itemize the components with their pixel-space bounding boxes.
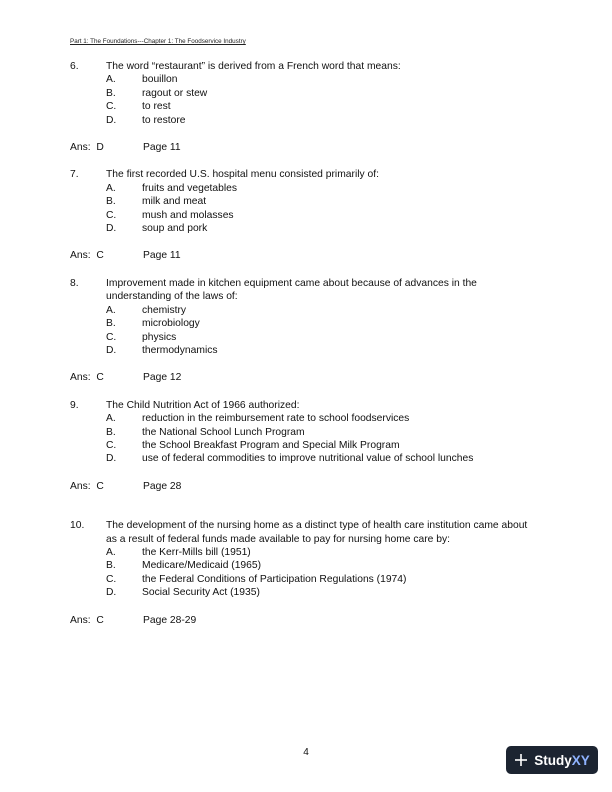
option-d: D. thermodynamics	[106, 344, 218, 356]
plus-icon	[514, 753, 528, 767]
answer-line: Ans: C Page 11	[70, 250, 181, 262]
option-b: B. ragout or stew	[106, 87, 208, 99]
option-c: C. the Federal Conditions of Participation Regulations (1974)	[106, 573, 407, 585]
option-a: A. the Kerr-Mills bill (1951)	[106, 546, 251, 558]
page-number: 4	[303, 747, 309, 758]
option-c: C. physics	[106, 331, 177, 343]
option-c: C. to rest	[106, 101, 171, 113]
question-10	[70, 519, 540, 627]
question-text: The first recorded U.S. hospital menu consisted primarily of:	[106, 169, 379, 181]
question-number: 7.	[70, 169, 79, 181]
question-text: The development of the nursing home as a distinct type of health care institution came about as a result of federal funds made available to pay for nursing home care by:	[106, 520, 528, 545]
option-a: A. bouillon	[106, 74, 178, 86]
badge-prefix: Study	[534, 752, 572, 768]
option-d: D. to restore	[106, 114, 186, 126]
option-d: D. use of federal commodities to improve nutritional value of school lunches	[106, 453, 474, 465]
option-a: A. reduction in the reimbursement rate to school foodservices	[106, 413, 410, 425]
running-header: Part 1: The Foundations---Chapter 1: The Foodservice Industry	[70, 38, 246, 45]
question-number: 9.	[70, 399, 79, 411]
option-a: A. chemistry	[106, 304, 187, 316]
option-b: B. the National School Lunch Program	[106, 426, 305, 438]
answer-line: Ans: C Page 28	[70, 480, 182, 492]
option-d: D. soup and pork	[106, 223, 208, 235]
question-9	[70, 399, 540, 493]
question-number: 10.	[70, 520, 85, 532]
option-b: B. Medicare/Medicaid (1965)	[106, 560, 262, 572]
question-text: The Child Nutrition Act of 1966 authorized:	[106, 399, 300, 411]
question-number: 8.	[70, 277, 79, 289]
answer-line: Ans: D Page 11	[70, 142, 181, 154]
answer-line: Ans: C Page 12	[70, 372, 182, 384]
question-7	[70, 168, 540, 262]
question-text: Improvement made in kitchen equipment came about because of advances in the understanding of the laws of:	[106, 277, 477, 303]
question-6	[70, 60, 540, 154]
question-8	[70, 277, 540, 385]
question-text: The word “restaurant” is derived from a French word that means:	[106, 61, 401, 72]
option-b: B. microbiology	[106, 318, 200, 330]
question-number: 6.	[70, 61, 79, 72]
option-b: B. milk and meat	[106, 196, 207, 208]
option-c: C. mush and molasses	[106, 209, 234, 221]
option-a: A. fruits and vegetables	[106, 182, 238, 194]
studyxy-badge[interactable]	[506, 746, 598, 774]
badge-suffix: XY	[571, 752, 590, 768]
option-c: C. the School Breakfast Program and Special Milk Program	[106, 439, 400, 451]
option-d: D. Social Security Act (1935)	[106, 587, 260, 599]
question-list	[70, 60, 540, 627]
answer-line: Ans: C Page 28-29	[70, 614, 197, 626]
